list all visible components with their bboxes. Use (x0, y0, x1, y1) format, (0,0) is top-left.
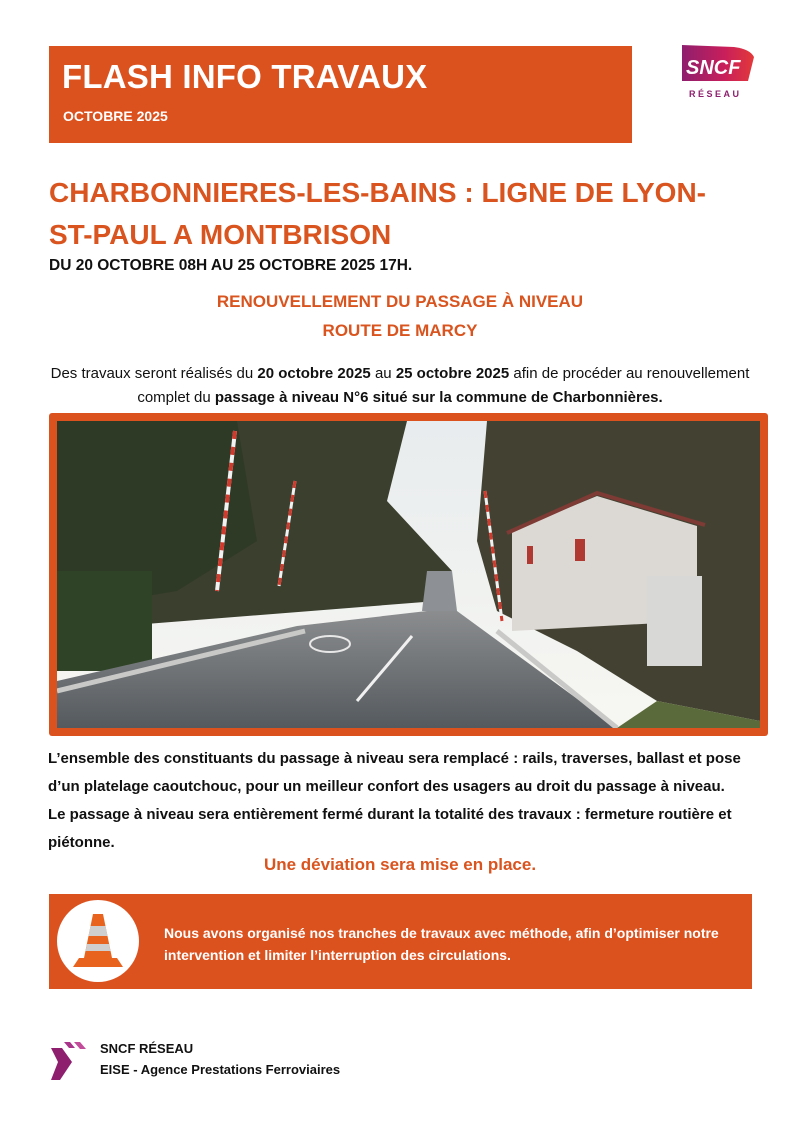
headline-line-1: CHARBONNIERES-LES-BAINS : LIGNE DE LYON- (49, 177, 707, 208)
page-title: FLASH INFO TRAVAUX (62, 58, 428, 95)
intro-text-2: au (370, 365, 396, 382)
intro-location: passage à niveau N°6 situé sur la commune de Charbonnières. (214, 389, 663, 406)
intro-text-1: Des travaux seront réalisés du (50, 365, 258, 382)
headline-line-2: ST-PAUL A MONTBRISON (49, 219, 392, 250)
level-crossing-photo (49, 413, 768, 736)
sncf-reseau-logo (676, 43, 760, 103)
intro-end-date: 25 octobre 2025 (395, 365, 510, 382)
logo-brand: SNCF (686, 57, 741, 79)
intro-paragraph (40, 362, 760, 410)
header-banner (49, 46, 632, 143)
work-dates: DU 20 OCTOBRE 08H AU 25 OCTOBRE 2025 17H. (49, 257, 413, 274)
headline (49, 172, 749, 256)
callout-box (49, 894, 752, 989)
issue-date: OCTOBRE 2025 (63, 108, 168, 124)
traffic-cone-icon (57, 900, 139, 982)
callout-text: Nous avons organisé nos tranches de travaux avec méthode, afin d’optimiser notre intervention et limiter l’interruption des circulations. (164, 925, 719, 963)
intro-start-date: 20 octobre 2025 (257, 365, 371, 382)
section-title-2: ROUTE DE MARCY (322, 321, 478, 340)
footer-agency: EISE - Agence Prestations Ferroviaires (100, 1062, 341, 1077)
intro-text-3: afin de procéder au renouvellement complet du (137, 365, 750, 406)
body-paragraph-2: Le passage à niveau sera entièrement fermé durant la totalité des travaux : fermeture routière et piétonne. (48, 806, 732, 851)
sncf-arrow-icon (48, 1038, 88, 1082)
deviation-notice: Une déviation sera mise en place. (263, 855, 537, 874)
footer-org: SNCF RÉSEAU (100, 1041, 194, 1056)
section-title-1: RENOUVELLEMENT DU PASSAGE À NIVEAU (216, 292, 584, 311)
body-paragraph-1: L’ensemble des constituants du passage à niveau sera remplacé : rails, traverses, ballast et pose d’un platelage caoutchouc, pour un meilleur confort des usagers au droit du passage à niveau. (48, 750, 741, 795)
logo-sub: RÉSEAU (689, 89, 742, 99)
